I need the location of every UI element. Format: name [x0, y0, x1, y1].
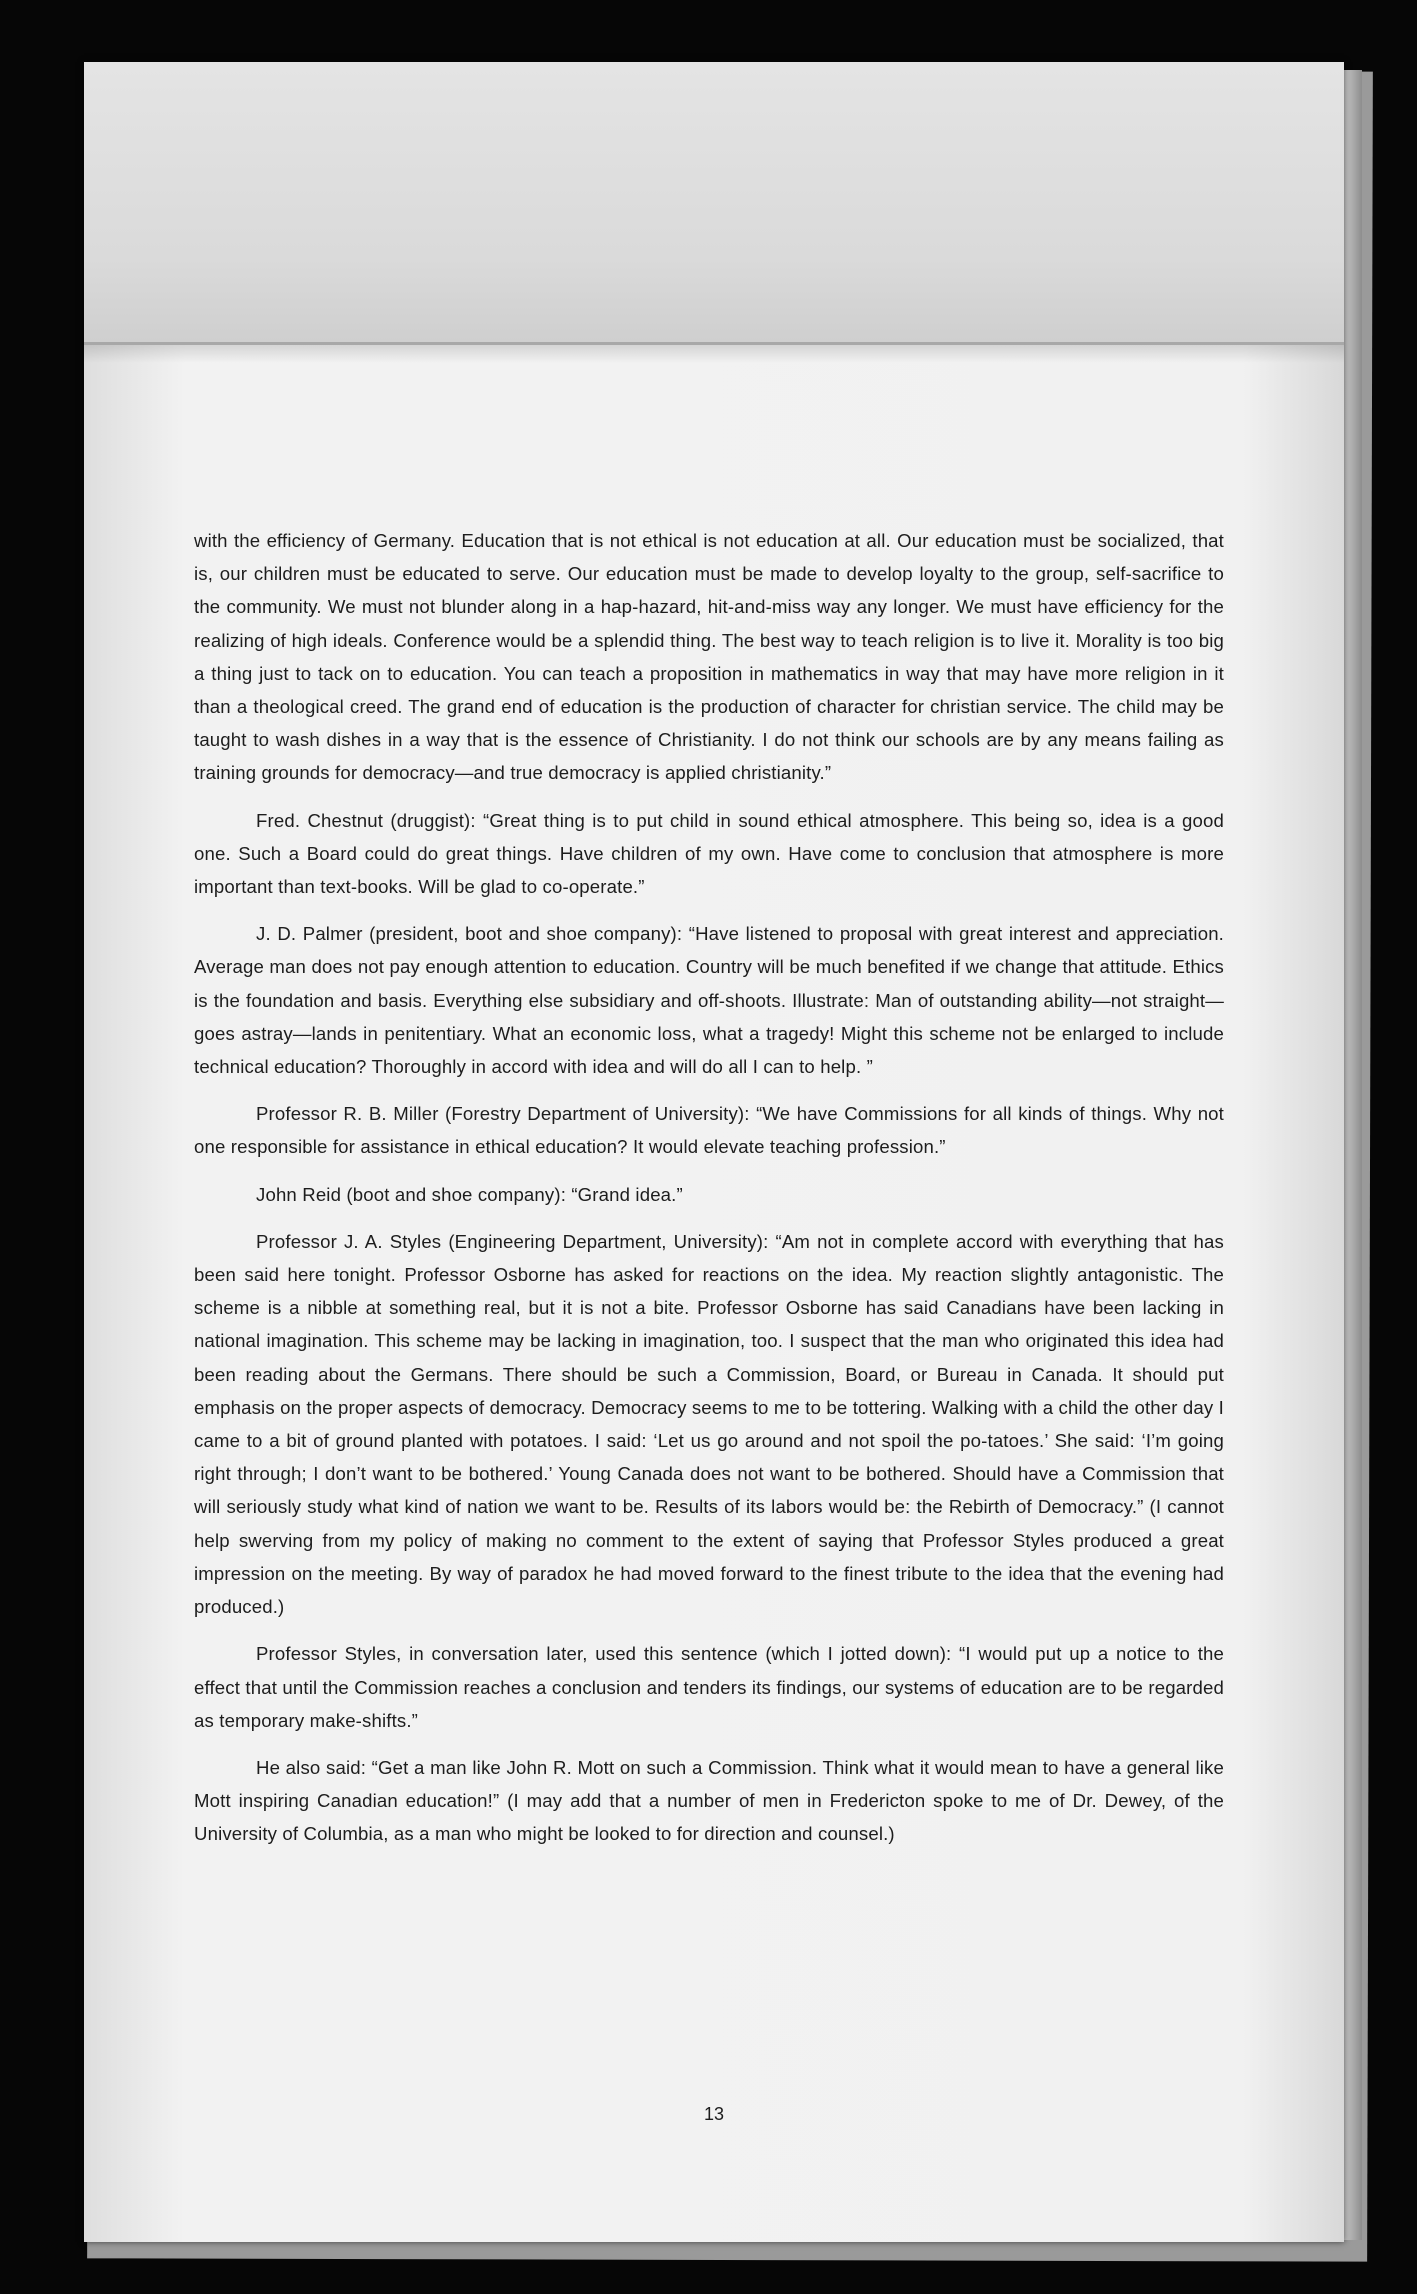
paragraph: He also said: “Get a man like John R. Mott on such a Commission. Think what it would mean to have a general like Mott inspiring Canadian education!” (I may add that a number of men in Fredericton spoke to me of Dr. Dewey, of the University of Columbia, as a man who might be looked to for direction and counsel.)	[194, 1756, 1224, 1845]
body-text	[194, 524, 1224, 1865]
fold-shadow	[84, 345, 1344, 363]
page-edge	[1344, 70, 1362, 2240]
paragraph: with the efficiency of Germany. Education that is not ethical is not education at all. Our education must be socialized, that is, our children must be educated to serve. Our education must be made to develop loyalty to the group, self-sacrifice to the community. We must not blunder along in a hap-hazard, hit-and-miss way any longer. We must have efficiency for the realizing of high ideals. Conference would be a splendid thing. The best way to teach religion is to live it. Morality is too big a thing just to tack on to education. You can teach a proposition in mathematics in way that may have more religion in it than a theological creed. The grand end of education is the production of character for christian service. The child may be taught to wash dishes in a way that is the essence of Christianity. I do not think our schools are by any means failing as training grounds for democracy—and true democracy is applied christianity.”	[194, 530, 1224, 784]
paper-sheet	[84, 62, 1344, 2242]
page-number: 13	[703, 2104, 725, 2124]
folded-flap	[84, 62, 1344, 345]
paragraph: Fred. Chestnut (druggist): “Great thing is to put child in sound ethical atmosphere. This being so, idea is a good one. Such a Board could do great things. Have children of my own. Have come to conclusion that atmosphere is more important than text-books. Will be glad to co-operate.”	[194, 809, 1224, 898]
paragraph: John Reid (boot and shoe company): “Grand idea.”	[256, 1183, 683, 1205]
paragraph: Professor J. A. Styles (Engineering Department, University): “Am not in complete accord with everything that has been said here tonight. Professor Osborne has asked for reactions on the idea. My reaction slightly antagonistic. The scheme is a nibble at something real, but it is not a bite. Professor Osborne has said Canadians have been lacking in national imagination. This scheme may be lacking in imagination, too. I suspect that the man who originated this idea had been reading about the Germans. There should be such a Commission, Board, or Bureau in Canada. It should put emphasis on the proper aspects of democracy. Democracy seems to me to be tottering. Walking with a child the other day I came to a bit of ground planted with potatoes. I said: ‘Let us go around and not spoil the po-tatoes.’ She said: ‘I’m going right through; I don’t want to be bothered.’ Young Canada does not want to be bothered. Should have a Commission that will seriously study what kind of nation we want to be. Results of its labors would be: the Rebirth of Democracy.” (I cannot help swerving from my policy of making no comment to the extent of saying that Professor Styles produced a great impression on the meeting. By way of paradox he had moved forward to the finest tribute to the idea that the evening had produced.)	[194, 1230, 1224, 1618]
paragraph: J. D. Palmer (president, boot and shoe company): “Have listened to proposal with great interest and appreciation. Average man does not pay enough attention to education. Country will be much benefited if we change that attitude. Ethics is the foundation and basis. Everything else subsidiary and off-shoots. Illustrate: Man of outstanding ability—not straight—goes astray—lands in penitentiary. What an economic loss, what a tragedy! Might this scheme not be enlarged to include technical education? Thoroughly in accord with idea and will do all I can to help. ”	[194, 923, 1224, 1078]
paragraph: Professor Styles, in conversation later, used this sentence (which I jotted down): “I would put up a notice to the effect that until the Commission reaches a conclusion and tenders its findings, our systems of education are to be regarded as temporary make-shifts.”	[194, 1643, 1224, 1731]
paragraph: Professor R. B. Miller (Forestry Department of University): “We have Commissions for all kinds of things. Why not one responsible for assistance in ethical education? It would elevate teaching profession.”	[194, 1103, 1224, 1158]
